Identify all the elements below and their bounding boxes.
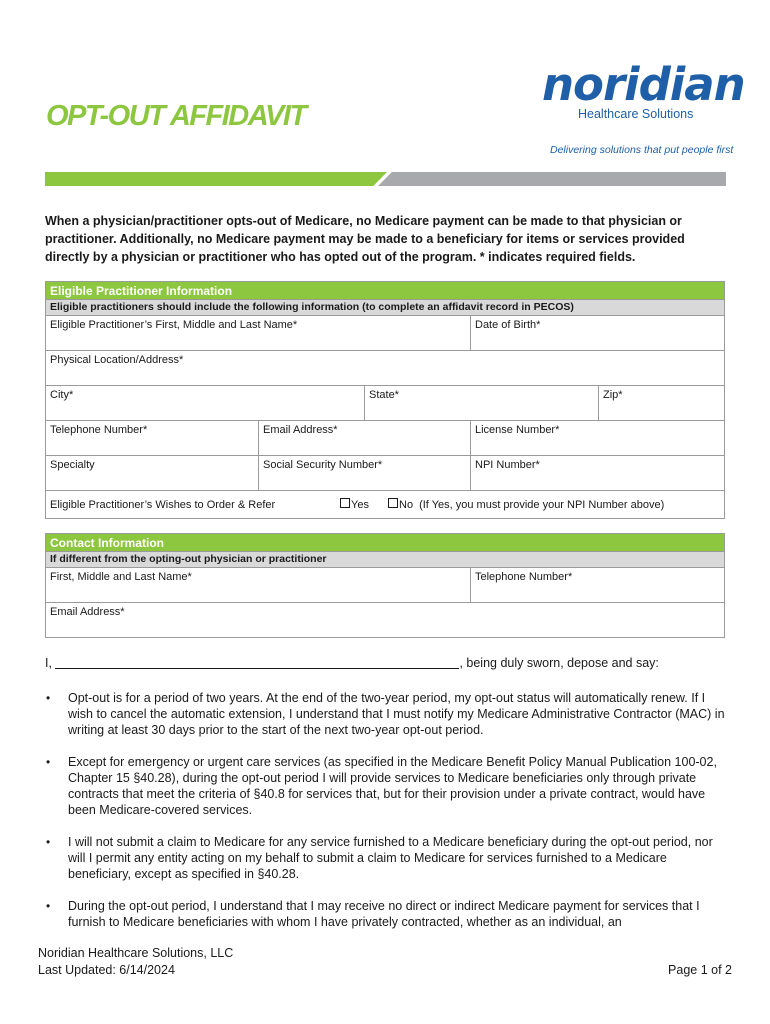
- list-item: • During the opt-out period, I understand that I may receive no direct or indirect Medicare payment for services that I furnish to Medicare beneficiaries with whom I have privately contracted, whether as an individual, an: [45, 898, 730, 930]
- practitioner-section: [45, 281, 725, 519]
- page-title: OPT-OUT AFFIDAVIT: [46, 100, 306, 132]
- order-refer-row: [46, 490, 724, 518]
- noridian-logo: [542, 58, 745, 156]
- order-refer-label: Eligible Practitioner’s Wishes to Order & Refer: [50, 498, 276, 511]
- form-row: [46, 602, 724, 637]
- license-number-field[interactable]: License Number*: [470, 421, 724, 455]
- no-checkbox[interactable]: [388, 498, 398, 508]
- order-refer-no[interactable]: [388, 498, 413, 511]
- list-item: • I will not submit a claim to Medicare for any service furnished to a Medicare beneficiary during the opt-out period, nor will I permit any entity acting on my behalf to submit a claim to Medicare for services furnished to a Medicare beneficiary, except as specified in §40.28.: [45, 834, 730, 882]
- logo-wordmark: noridian: [542, 58, 745, 111]
- section-heading: Contact Information: [46, 534, 724, 551]
- specialty-field[interactable]: Specialty: [50, 459, 95, 471]
- footer-page-number: Page 1 of 2: [668, 963, 732, 977]
- telephone-field[interactable]: Telephone Number*: [50, 424, 148, 436]
- order-refer-yes[interactable]: [340, 498, 388, 511]
- npi-number-field[interactable]: NPI Number*: [470, 456, 724, 490]
- contact-section: [45, 533, 725, 638]
- oath-name-blank[interactable]: [55, 656, 459, 669]
- form-row: [46, 385, 724, 420]
- oath-prefix: I,: [45, 656, 52, 670]
- address-field[interactable]: Physical Location/Address*: [50, 354, 184, 366]
- yes-checkbox[interactable]: [340, 498, 350, 508]
- form-row: [46, 350, 724, 385]
- form-row: [46, 455, 724, 490]
- logo-tagline: Delivering solutions that put people first: [550, 144, 734, 156]
- header-divider-green: [45, 172, 387, 186]
- header-divider-gray: [378, 172, 726, 186]
- state-field[interactable]: State*: [364, 386, 598, 420]
- yes-label: Yes: [351, 499, 369, 511]
- contact-name-field[interactable]: First, Middle and Last Name*: [50, 571, 192, 583]
- list-item: • Opt-out is for a period of two years. At the end of the two-year period, my opt-out status will automatically renew. If I wish to cancel the automatic extension, I understand that I must notify my Medicare Administrative Contractor (MAC) in writing at least 30 days prior to the start of the next two-year opt-out period.: [45, 690, 730, 738]
- footer-company: Noridian Healthcare Solutions, LLC: [38, 946, 234, 960]
- form-row: [46, 420, 724, 455]
- logo-subtitle: Healthcare Solutions: [578, 107, 694, 121]
- form-row: [46, 567, 724, 602]
- oath-suffix: , being duly sworn, depose and say:: [459, 656, 659, 670]
- no-label: No: [399, 499, 414, 511]
- order-refer-note: (If Yes, you must provide your NPI Number above): [419, 498, 665, 511]
- list-item: • Except for emergency or urgent care services (as specified in the Medicare Benefit Policy Manual Publication 100-02, Chapter 15 §40.28), during the opt-out period I will provide services to Medicare beneficiaries only through private contracts that meet the criteria of §40.8 for services that, but for their provision under a private contract, would have been Medicare-covered services.: [45, 754, 730, 818]
- ssn-field[interactable]: Social Security Number*: [258, 456, 470, 490]
- city-field[interactable]: City*: [50, 389, 74, 401]
- practitioner-name-field[interactable]: Eligible Practitioner’s First, Middle and Last Name*: [50, 319, 298, 331]
- form-row: [46, 315, 724, 350]
- intro-paragraph: When a physician/practitioner opts-out of Medicare, no Medicare payment can be made to that physician or practitioner. Additionally, no Medicare payment may be made to a beneficiary for items or services provided directly by a physician or practitioner who has opted out of the program. * indicates required fields.: [45, 214, 685, 264]
- section-subheading: If different from the opting-out physician or practitioner: [46, 551, 724, 567]
- email-field[interactable]: Email Address*: [258, 421, 470, 455]
- date-of-birth-field[interactable]: Date of Birth*: [470, 316, 724, 350]
- zip-field[interactable]: Zip*: [598, 386, 724, 420]
- contact-email-field[interactable]: Email Address*: [50, 606, 125, 618]
- oath-line: [45, 656, 659, 670]
- affidavit-terms-list: [45, 690, 730, 946]
- contact-telephone-field[interactable]: Telephone Number*: [470, 568, 724, 602]
- section-subheading: Eligible practitioners should include the following information (to complete an affidavit record in PECOS): [46, 299, 724, 315]
- section-heading: Eligible Practitioner Information: [46, 282, 724, 299]
- footer-last-updated: Last Updated: 6/14/2024: [38, 963, 175, 977]
